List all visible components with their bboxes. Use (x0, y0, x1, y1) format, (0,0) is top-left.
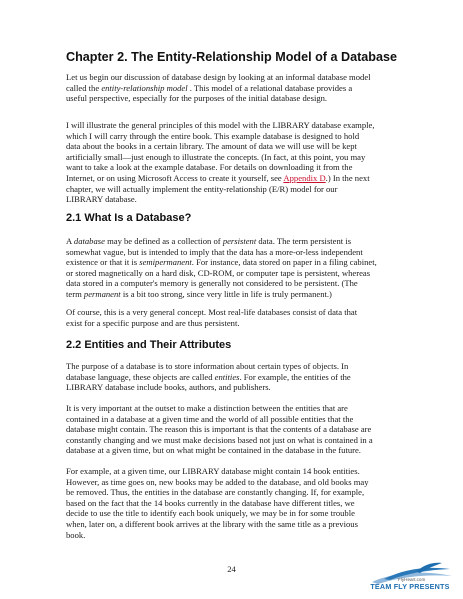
text-run: . For instance, data stored on paper in a filing cabinet, (191, 257, 377, 268)
section-2-2-paragraph-1 (66, 361, 411, 393)
chapter-title: Chapter 2. The Entity-Relationship Model of a Database (66, 50, 397, 64)
text-line: Of course, this is a very general concept. Most real-life databases consist of data that (66, 307, 358, 317)
text-line: data about the books in a certain library. The amount of data we will use will be kept (66, 141, 357, 152)
text-line: be removed. Thus, the entities in the database are constantly changing. If, for example, (66, 487, 365, 498)
text-line: contained in a database at a given time and the world of all possible entities that the (66, 413, 354, 424)
emphasis-persistent: persistent (222, 236, 257, 246)
text-run: data. The term persistent is (256, 236, 352, 246)
text-run: A (66, 236, 74, 246)
text-run: term (66, 288, 84, 299)
text-line: which I will carry through the entire book. This example database is designed to hold (66, 130, 360, 141)
text-line: LIBRARY database. (66, 194, 137, 205)
text-line: want to take a look at the example database. For details on downloading it from the (66, 162, 353, 173)
text-line: database at a given time, but on what might be contained in the database in the future. (66, 445, 361, 456)
section-2-2-paragraph-2 (66, 403, 411, 456)
logo-caption: TEAM FLY PRESENTS (370, 582, 450, 591)
emphasis-permanent: permanent (83, 288, 121, 299)
text-line: I will illustrate the general principles of this model with the LIBRARY database example, (66, 120, 375, 130)
text-line: data stored in a computer's memory is generally not considered to be persistent. (The (66, 278, 358, 289)
page-number: 24 (227, 564, 236, 574)
intro-paragraph-1 (66, 72, 411, 104)
text-line: The purpose of a database is to store information about certain types of objects. In (66, 361, 349, 371)
text-run: existence or that it is (66, 257, 140, 268)
text-line: database might contain. The reason this is important is that the contents of a database are (66, 424, 372, 435)
text-line: useful perspective, especially for the purposes of the initial database design. (66, 93, 328, 104)
section-2-1-paragraph-2 (66, 307, 411, 328)
text-line: constantly changing and we must make decisions based not just on what is contained in a (66, 434, 373, 445)
text-line: or stored magnetically on a hard disk, CD-ROM, or computer tape is persistent, whereas (66, 267, 371, 278)
section-2-2-heading: 2.2 Entities and Their Attributes (66, 339, 232, 351)
emphasis-semipermanent: semipermanent (139, 257, 192, 268)
text-line: exist for a specific purpose and are thus persistent. (66, 317, 240, 328)
text-run: may be defined as a collection of (104, 236, 223, 246)
text-line: somewhat vague, but is intended to imply that the data has a more-or-less independent (66, 246, 363, 257)
appendix-d-link[interactable]: Appendix D (283, 172, 326, 183)
text-run: . For example, the entities of the (239, 371, 351, 382)
text-line (66, 257, 411, 268)
section-2-1-heading: 2.1 What Is a Database? (66, 212, 192, 224)
text-run: . This model of a relational database provides a (187, 82, 353, 93)
text-line: when, later on, a different book arrives at the library with the same title as a previous (66, 518, 358, 529)
text-line: book. (66, 529, 86, 540)
text-line (66, 372, 411, 383)
text-run: database language, these objects are called (66, 371, 215, 382)
text-line: However, as time goes on, new books may be added to the database, and old books may (66, 476, 369, 487)
emphasis-entity-relationship-model: entity-relationship model (101, 82, 188, 93)
text-line: For example, at a given time, our LIBRARY database might contain 14 book entities. (66, 466, 360, 476)
text-run: is a bit too strong, since very little in life is truly permanent.) (120, 288, 332, 299)
logo-site-text: FlyHeart.com (398, 577, 426, 582)
emphasis-database: database (73, 236, 105, 246)
text-line: decide to use the title to identify each book uniquely, we may be in for some trouble (66, 508, 355, 519)
intro-paragraph-2 (66, 120, 411, 205)
text-run: Internet, or on using Microsoft Access to create it yourself, see (66, 172, 284, 183)
text-line (66, 83, 411, 94)
text-line: It is very important at the outset to make a distinction between the entities that are (66, 403, 348, 413)
section-2-2-paragraph-3 (66, 466, 411, 540)
text-line (66, 289, 411, 300)
text-line: artificially small—just enough to illustrate the concepts. (In fact, at this point, you may (66, 151, 366, 162)
text-line: chapter, we will actually implement the entity-relationship (E/R) model for our (66, 183, 338, 194)
emphasis-entities: entities (214, 371, 240, 382)
text-line (66, 236, 411, 247)
text-line: Let us begin our discussion of database design by looking at an informal database model (66, 72, 371, 82)
section-2-1-paragraph-1 (66, 236, 411, 300)
text-line: LIBRARY database include books, authors, and publishers. (66, 382, 271, 393)
text-line: based on the fact that the 14 books currently in the database have different titles, we (66, 497, 355, 508)
text-run: .) In the next (325, 172, 370, 183)
text-line (66, 173, 411, 184)
text-run: called the (66, 82, 102, 93)
